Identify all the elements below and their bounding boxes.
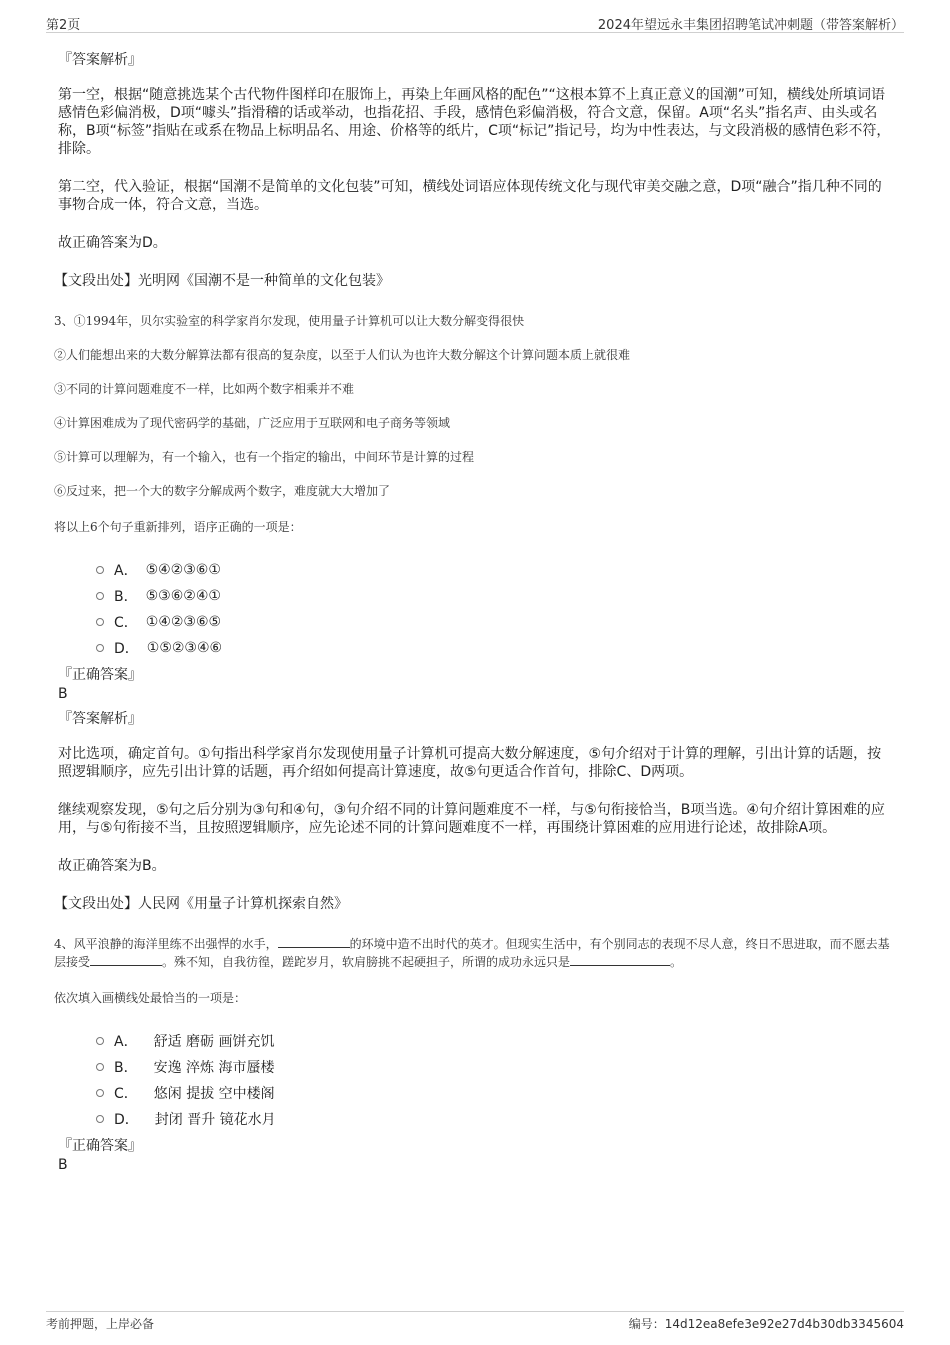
analysis-paragraph: 第一空，根据“随意挑选某个古代物件图样印在服饰上，再染上年画风格的配色”“这根本算不上真正意义的国潮”可知，横线处所填词语感情色彩偏消极，D项“噱头”指滑稽的话或举动，也指花招、手段，感情色彩偏消极，符合文意，保留。A项“名头”指名声、由头或名称，B项“标签”指贴在或系在物品上标明品名、用途、价格等的纸片，C项“标记”指记号，均为中性表达，与文段消极的感情色彩不符，排除。 — [58, 87, 891, 157]
footer-divider — [46, 1311, 904, 1312]
analysis-heading: 『答案解析』 — [58, 52, 142, 68]
radio-icon[interactable] — [96, 644, 104, 652]
option-a[interactable]: A． ⑤④②③⑥① — [96, 557, 894, 583]
correct-answer-heading: 『正确答案』 — [58, 667, 142, 683]
option-a[interactable]: A． 舒适 磨砺 画饼充饥 — [96, 1028, 894, 1054]
question-3-prompt: 将以上6个句子重新排列，语序正确的一项是： — [54, 520, 302, 534]
fill-blank — [90, 953, 162, 966]
question-3-sentence-3: ③不同的计算问题难度不一样，比如两个数字相乘并不难 — [54, 382, 355, 396]
option-text: ①④②③⑥⑤ — [145, 614, 222, 630]
question-3-sentence-1: 3、①1994年，贝尔实验室的科学家肖尔发现，使用量子计算机可以让大数分解变得很快 — [54, 314, 525, 328]
document-code: 编号：14d12ea8efe3e92e27d4b30db3345604 — [628, 1317, 904, 1331]
option-text: ⑤③⑥②④① — [145, 588, 221, 604]
question-4-stem: 4、风平浪静的海洋里练不出强悍的水手， 的环境中造不出时代的英才。但现实生活中，有个别同志的表现不尽人意，终日不思进取，而不愿去基层接受 。殊不知，自我彷徨，蹉跎岁月，软肩膀挑不起硬担子，所谓的成功永远只是 。 — [54, 937, 890, 969]
analysis-paragraph: 第二空，代入验证，根据“国潮不是简单的文化包装”可知，横线处词语应体现传统文化与现代审美交融之意，D项“融合”指几种不同的事物合成一体，符合文意，当选。 — [58, 179, 882, 213]
answer-conclusion: 故正确答案为D。 — [58, 235, 167, 251]
question-4-prompt: 依次填入画横线处最恰当的一项是： — [54, 991, 247, 1005]
option-b[interactable]: B． ⑤③⑥②④① — [96, 583, 894, 609]
option-text: ⑤④②③⑥① — [145, 562, 221, 578]
option-d[interactable]: D． 封闭 晋升 镜花水月 — [96, 1106, 894, 1132]
option-text: 安逸 淬炼 海市蜃楼 — [153, 1060, 275, 1076]
question-3-sentence-4: ④计算困难成为了现代密码学的基础，广泛应用于互联网和电子商务等领域 — [54, 416, 451, 430]
answer-conclusion: 故正确答案为B。 — [58, 858, 166, 874]
analysis-paragraph: 继续观察发现，⑤句之后分别为③句和④句，③句介绍不同的计算问题难度不一样，与⑤句衔接恰当，B项当选。④句介绍计算困难的应用，与⑤句衔接不当，且按照逻辑顺序，应先论述不同的计算问题难度不一样，再围绕计算困难的应用进行论述，故排除A项。 — [58, 802, 885, 836]
page-number: 第2页 — [46, 18, 81, 33]
option-text: 舒适 磨砺 画饼充饥 — [153, 1034, 275, 1050]
radio-icon[interactable] — [96, 1037, 104, 1045]
question-3-sentence-5: ⑤计算可以理解为，有一个输入，也有一个指定的输出，中间环节是计算的过程 — [54, 450, 475, 464]
correct-answer: B — [58, 1157, 68, 1173]
option-c[interactable]: C． ①④②③⑥⑤ — [96, 609, 894, 635]
header-divider — [46, 32, 904, 33]
question-3-options — [96, 557, 894, 661]
question-4-options — [96, 1028, 894, 1132]
page-content — [54, 44, 894, 1174]
option-b[interactable]: B． 安逸 淬炼 海市蜃楼 — [96, 1054, 894, 1080]
option-text: 悠闲 提拔 空中楼阁 — [153, 1086, 275, 1102]
radio-icon[interactable] — [96, 618, 104, 626]
footer-slogan: 考前押题，上岸必备 — [46, 1317, 155, 1331]
radio-icon[interactable] — [96, 1063, 104, 1071]
document-title: 2024年望远永丰集团招聘笔试冲刺题（带答案解析） — [597, 18, 904, 33]
question-3-sentence-2: ②人们能想出来的大数分解算法都有很高的复杂度，以至于人们认为也许大数分解这个计算问题本质上就很难 — [54, 348, 631, 362]
radio-icon[interactable] — [96, 1115, 104, 1123]
source-citation: 【文段出处】人民网《用量子计算机探索自然》 — [54, 896, 348, 912]
correct-answer-heading: 『正确答案』 — [58, 1138, 142, 1154]
page-header — [46, 14, 904, 34]
source-citation: 【文段出处】光明网《国潮不是一种简单的文化包装》 — [54, 273, 390, 289]
option-text: ①⑤②③④⑥ — [146, 640, 223, 656]
fill-blank — [278, 935, 350, 948]
option-text: 封闭 晋升 镜花水月 — [154, 1112, 276, 1128]
radio-icon[interactable] — [96, 1089, 104, 1097]
analysis-paragraph: 对比选项，确定首句。①句指出科学家肖尔发现使用量子计算机可提高大数分解速度，⑤句介绍对于计算的理解，引出计算的话题，按照逻辑顺序，应先引出计算的话题，再介绍如何提高计算速度，故⑤句更适合作首句，排除C、D两项。 — [58, 746, 882, 780]
radio-icon[interactable] — [96, 566, 104, 574]
analysis-heading: 『答案解析』 — [58, 711, 142, 727]
page-footer — [46, 1315, 904, 1335]
fill-blank — [570, 953, 670, 966]
question-3-sentence-6: ⑥反过来，把一个大的数字分解成两个数字，难度就大大增加了 — [54, 484, 391, 498]
option-c[interactable]: C． 悠闲 提拔 空中楼阁 — [96, 1080, 894, 1106]
radio-icon[interactable] — [96, 592, 104, 600]
correct-answer: B — [58, 686, 68, 702]
option-d[interactable]: D． ①⑤②③④⑥ — [96, 635, 894, 661]
